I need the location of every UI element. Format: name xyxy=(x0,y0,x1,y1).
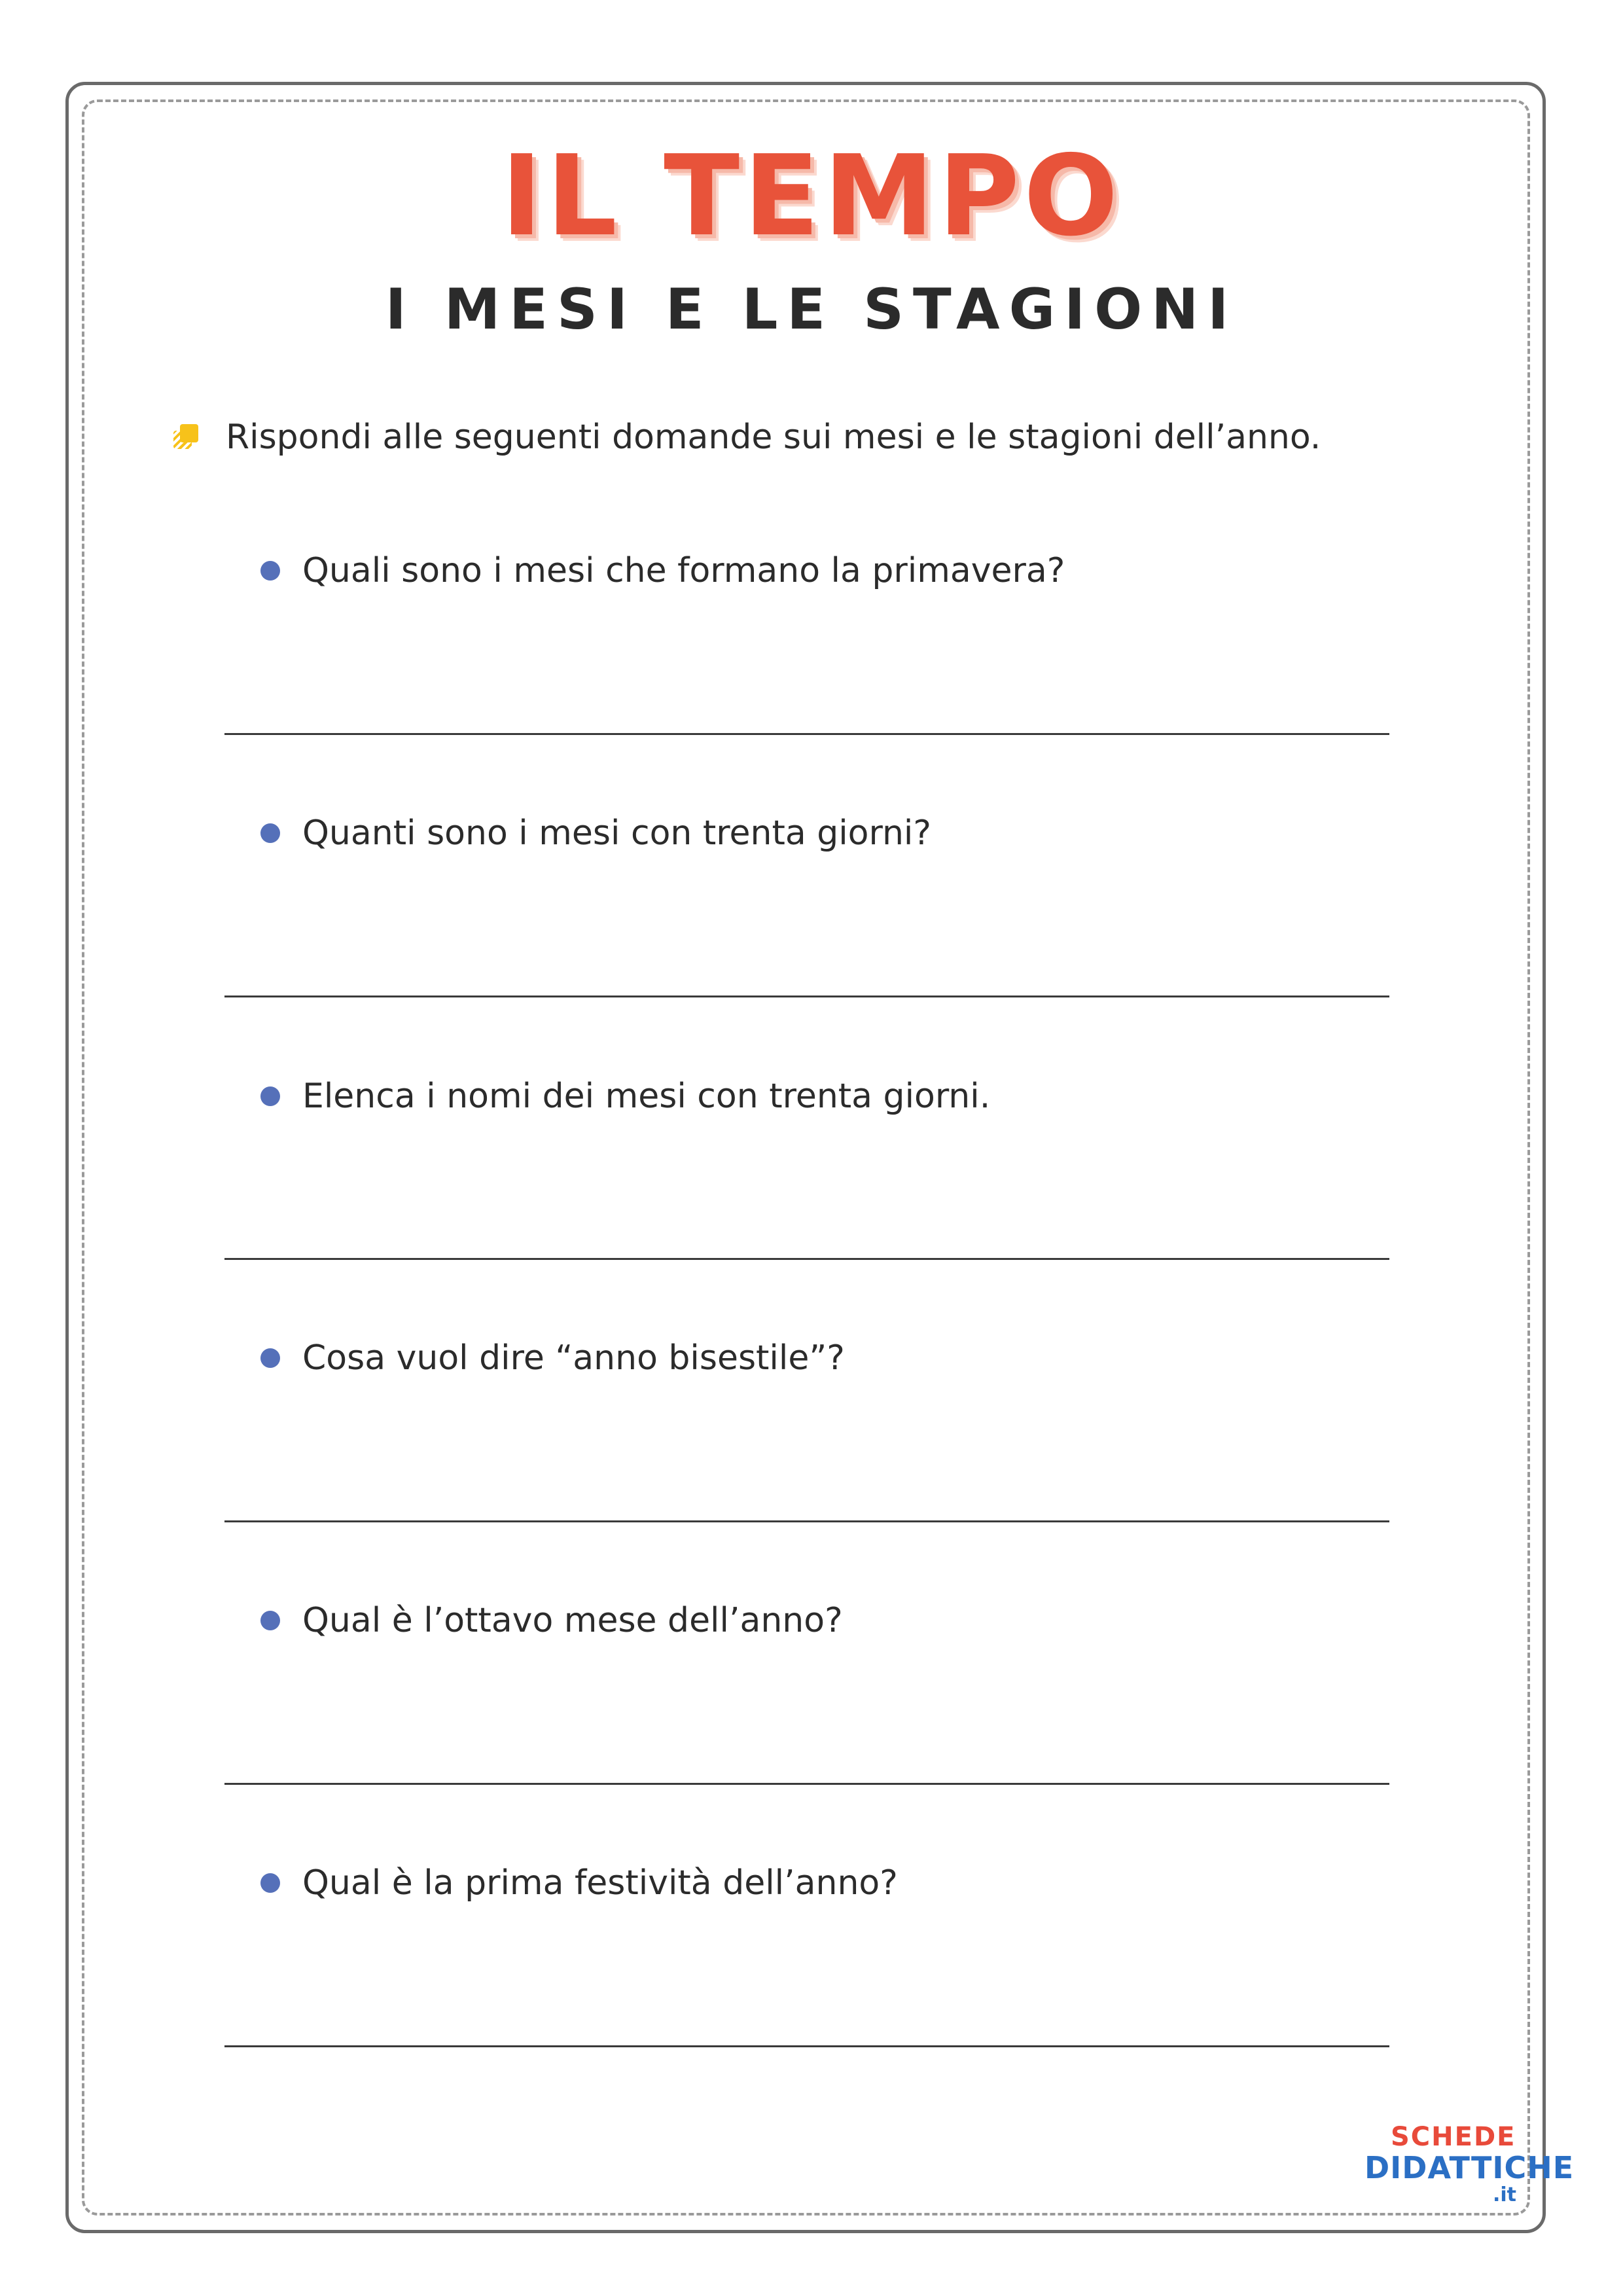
question-text: Qual è l’ottavo mese dell’anno? xyxy=(302,1601,843,1640)
bullet-icon xyxy=(260,1611,280,1630)
answer-line-3[interactable] xyxy=(224,1258,1389,1260)
question-text: Cosa vuol dire “anno bisestile”? xyxy=(302,1338,845,1378)
logo-line1: SCHEDE xyxy=(1391,2122,1516,2152)
page-subtitle: I MESI E LE STAGIONI xyxy=(385,277,1238,342)
question-text: Qual è la prima festività dell’anno? xyxy=(302,1863,898,1903)
answer-line-6[interactable] xyxy=(224,2045,1389,2047)
bullet-icon xyxy=(260,1086,280,1106)
question-3 xyxy=(260,1077,990,1116)
page-title: IL TEMPO xyxy=(501,132,1122,261)
question-5 xyxy=(260,1601,843,1640)
question-text: Quanti sono i mesi con trenta giorni? xyxy=(302,814,931,853)
question-1 xyxy=(260,551,1065,590)
answer-line-1[interactable] xyxy=(224,733,1389,735)
answer-line-2[interactable] xyxy=(224,996,1389,997)
instruction xyxy=(173,418,1321,457)
question-4 xyxy=(260,1338,845,1378)
question-text: Elenca i nomi dei mesi con trenta giorni. xyxy=(302,1077,991,1116)
question-2 xyxy=(260,814,931,853)
question-text: Quali sono i mesi che formano la primavera? xyxy=(302,551,1065,590)
logo-line3: .it xyxy=(1493,2183,1517,2206)
bullet-icon xyxy=(260,1873,280,1893)
notes-icon xyxy=(173,424,200,450)
logo-line2: DIDATTICHE xyxy=(1364,2150,1575,2185)
bullet-icon xyxy=(260,1348,280,1368)
bullet-icon xyxy=(260,561,280,581)
instruction-text: Rispondi alle seguenti domande sui mesi e le stagioni dell’anno. xyxy=(226,418,1321,457)
logo xyxy=(1364,2122,1575,2209)
answer-line-4[interactable] xyxy=(224,1520,1389,1522)
bullet-icon xyxy=(260,823,280,843)
answer-line-5[interactable] xyxy=(224,1783,1389,1785)
question-6 xyxy=(260,1863,898,1903)
